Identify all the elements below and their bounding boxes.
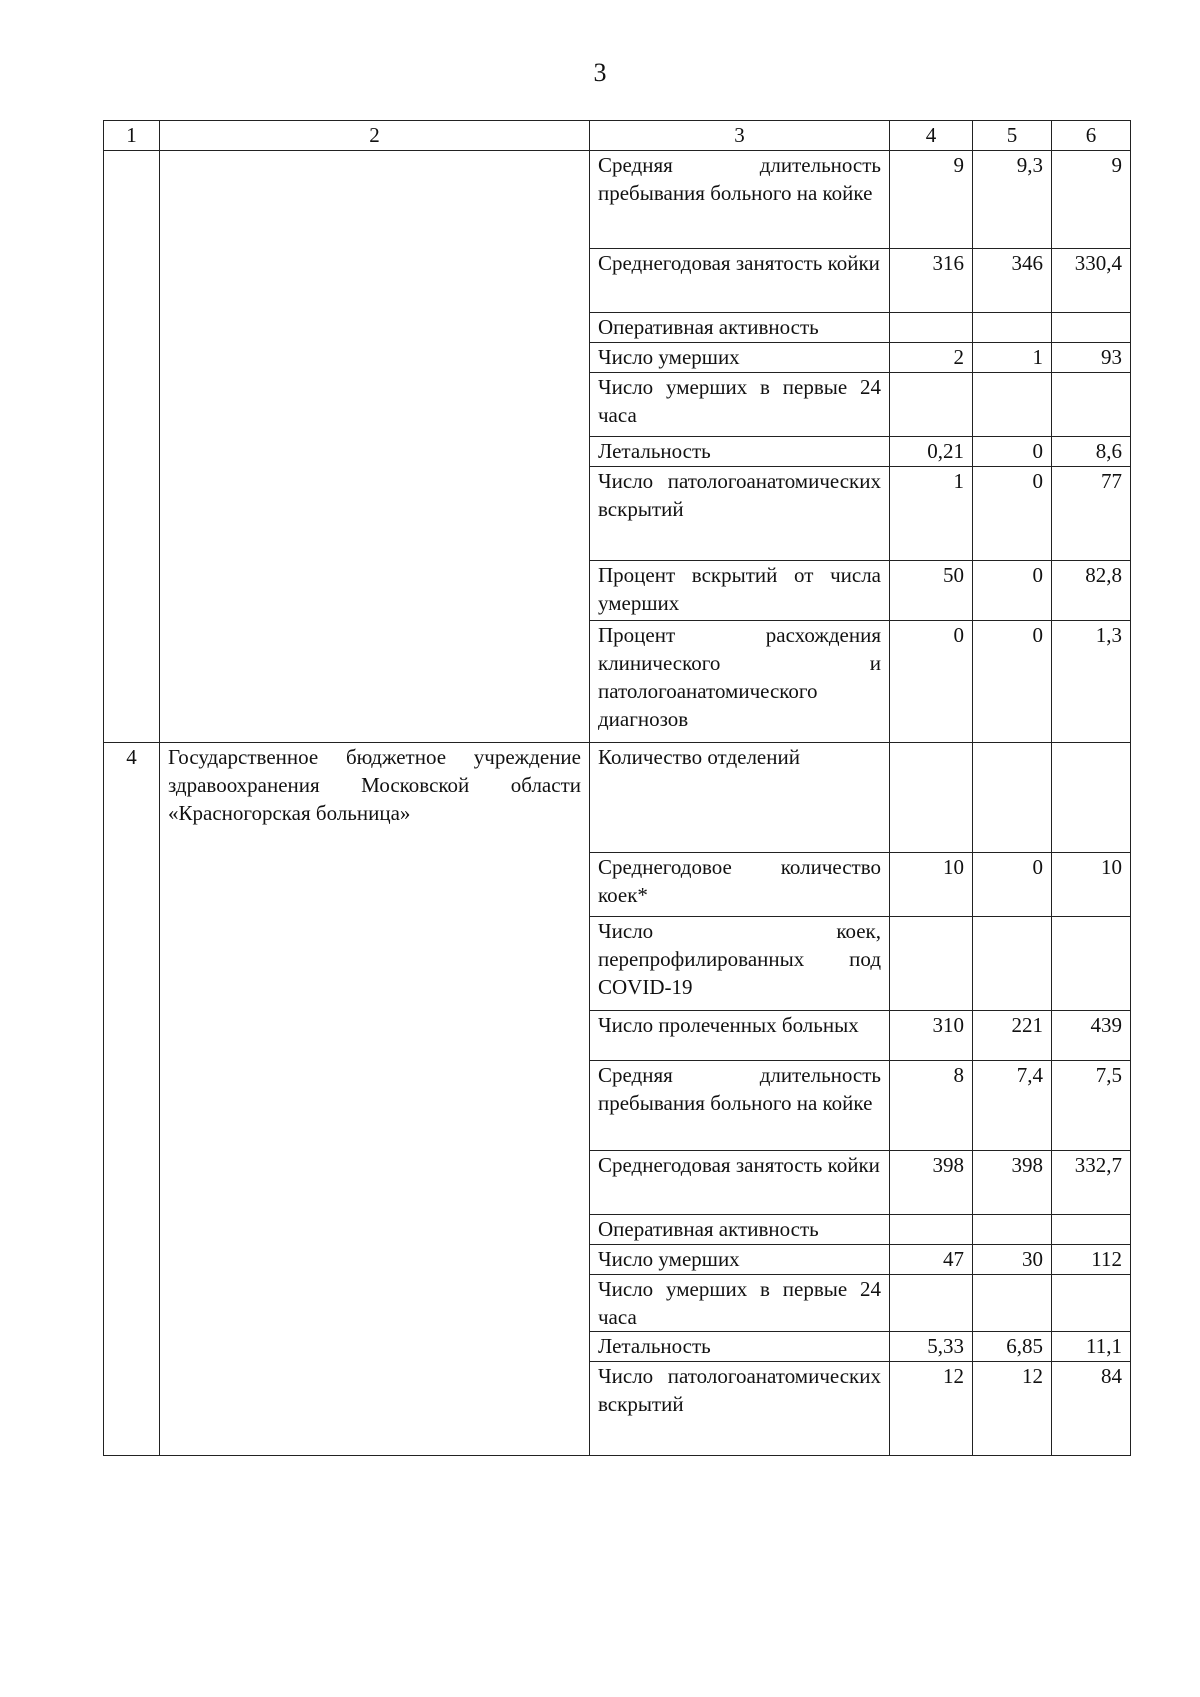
value-col-5: 7,4 [973, 1061, 1052, 1151]
organization-cell [160, 151, 590, 743]
value-col-5: 0 [973, 621, 1052, 743]
indicator-cell: Количество отделений [590, 743, 890, 853]
value-col-5: 0 [973, 467, 1052, 561]
indicator-cell: Число умерших в первые 24 часа [590, 1275, 890, 1332]
value-col-6: 11,1 [1052, 1332, 1131, 1362]
table-row [104, 151, 1131, 249]
value-col-4: 316 [890, 249, 973, 313]
header-col-6: 6 [1052, 121, 1131, 151]
value-col-5: 0 [973, 437, 1052, 467]
indicator-cell: Процент вскрытий от числа умерших [590, 561, 890, 621]
value-col-5 [973, 917, 1052, 1011]
value-col-4 [890, 313, 973, 343]
value-col-6: 8,6 [1052, 437, 1131, 467]
value-col-5: 0 [973, 853, 1052, 917]
header-col-2: 2 [160, 121, 590, 151]
value-col-4: 310 [890, 1011, 973, 1061]
table-row [104, 743, 1131, 853]
value-col-6 [1052, 373, 1131, 437]
value-col-5: 0 [973, 561, 1052, 621]
value-col-5: 9,3 [973, 151, 1052, 249]
indicator-cell: Оперативная активность [590, 1215, 890, 1245]
value-col-4: 398 [890, 1151, 973, 1215]
value-col-6: 7,5 [1052, 1061, 1131, 1151]
value-col-4 [890, 917, 973, 1011]
indicator-cell: Процент расхождения клинического и патологоанатомического диагнозов [590, 621, 890, 743]
indicator-cell: Среднегодовое количество коек* [590, 853, 890, 917]
value-col-6: 93 [1052, 343, 1131, 373]
value-col-6: 9 [1052, 151, 1131, 249]
value-col-6 [1052, 917, 1131, 1011]
indicator-cell: Летальность [590, 437, 890, 467]
value-col-4: 8 [890, 1061, 973, 1151]
value-col-5: 221 [973, 1011, 1052, 1061]
value-col-5 [973, 743, 1052, 853]
indicator-cell: Число пролеченных больных [590, 1011, 890, 1061]
indicator-cell: Среднегодовая занятость койки [590, 249, 890, 313]
indicator-cell: Число патологоанатомических вскрытий [590, 1362, 890, 1456]
value-col-4 [890, 743, 973, 853]
value-col-6: 1,3 [1052, 621, 1131, 743]
row-number-cell: 4 [104, 743, 160, 1456]
indicator-cell: Число умерших [590, 343, 890, 373]
value-col-5 [973, 373, 1052, 437]
page-number: 3 [593, 58, 607, 87]
value-col-6 [1052, 743, 1131, 853]
indicator-cell: Летальность [590, 1332, 890, 1362]
indicator-cell: Среднегодовая занятость койки [590, 1151, 890, 1215]
indicator-cell: Оперативная активность [590, 313, 890, 343]
value-col-4: 5,33 [890, 1332, 973, 1362]
value-col-5 [973, 1215, 1052, 1245]
value-col-6: 332,7 [1052, 1151, 1131, 1215]
value-col-6: 10 [1052, 853, 1131, 917]
value-col-5: 346 [973, 249, 1052, 313]
value-col-4: 10 [890, 853, 973, 917]
value-col-4 [890, 373, 973, 437]
value-col-5: 12 [973, 1362, 1052, 1456]
value-col-6 [1052, 1275, 1131, 1332]
value-col-4: 2 [890, 343, 973, 373]
value-col-5: 6,85 [973, 1332, 1052, 1362]
indicator-cell: Средняя длительность пребывания больного на койке [590, 151, 890, 249]
row-number-cell [104, 151, 160, 743]
statistics-table [103, 120, 1131, 1456]
value-col-4: 1 [890, 467, 973, 561]
organization-name: Государственное бюджетное учреждение здравоохранения Московской области «Красногорская больница» [160, 743, 590, 1456]
value-col-5: 30 [973, 1245, 1052, 1275]
value-col-6: 84 [1052, 1362, 1131, 1456]
indicator-cell: Число умерших [590, 1245, 890, 1275]
value-col-5: 398 [973, 1151, 1052, 1215]
value-col-6 [1052, 313, 1131, 343]
value-col-5: 1 [973, 343, 1052, 373]
value-col-4: 0,21 [890, 437, 973, 467]
header-col-4: 4 [890, 121, 973, 151]
header-row [104, 121, 1131, 151]
value-col-4: 47 [890, 1245, 973, 1275]
header-col-1: 1 [104, 121, 160, 151]
value-col-6 [1052, 1215, 1131, 1245]
value-col-6: 439 [1052, 1011, 1131, 1061]
value-col-4 [890, 1275, 973, 1332]
indicator-cell: Число умерших в первые 24 часа [590, 373, 890, 437]
value-col-4: 12 [890, 1362, 973, 1456]
value-col-4: 0 [890, 621, 973, 743]
value-col-4: 9 [890, 151, 973, 249]
value-col-6: 82,8 [1052, 561, 1131, 621]
indicator-cell: Число коек, перепрофилированных под COVID-19 [590, 917, 890, 1011]
value-col-6: 330,4 [1052, 249, 1131, 313]
header-col-3: 3 [590, 121, 890, 151]
value-col-6: 112 [1052, 1245, 1131, 1275]
value-col-4: 50 [890, 561, 973, 621]
value-col-5 [973, 1275, 1052, 1332]
value-col-6: 77 [1052, 467, 1131, 561]
header-col-5: 5 [973, 121, 1052, 151]
indicator-cell: Число патологоанатомических вскрытий [590, 467, 890, 561]
indicator-cell: Средняя длительность пребывания больного на койке [590, 1061, 890, 1151]
value-col-5 [973, 313, 1052, 343]
value-col-4 [890, 1215, 973, 1245]
